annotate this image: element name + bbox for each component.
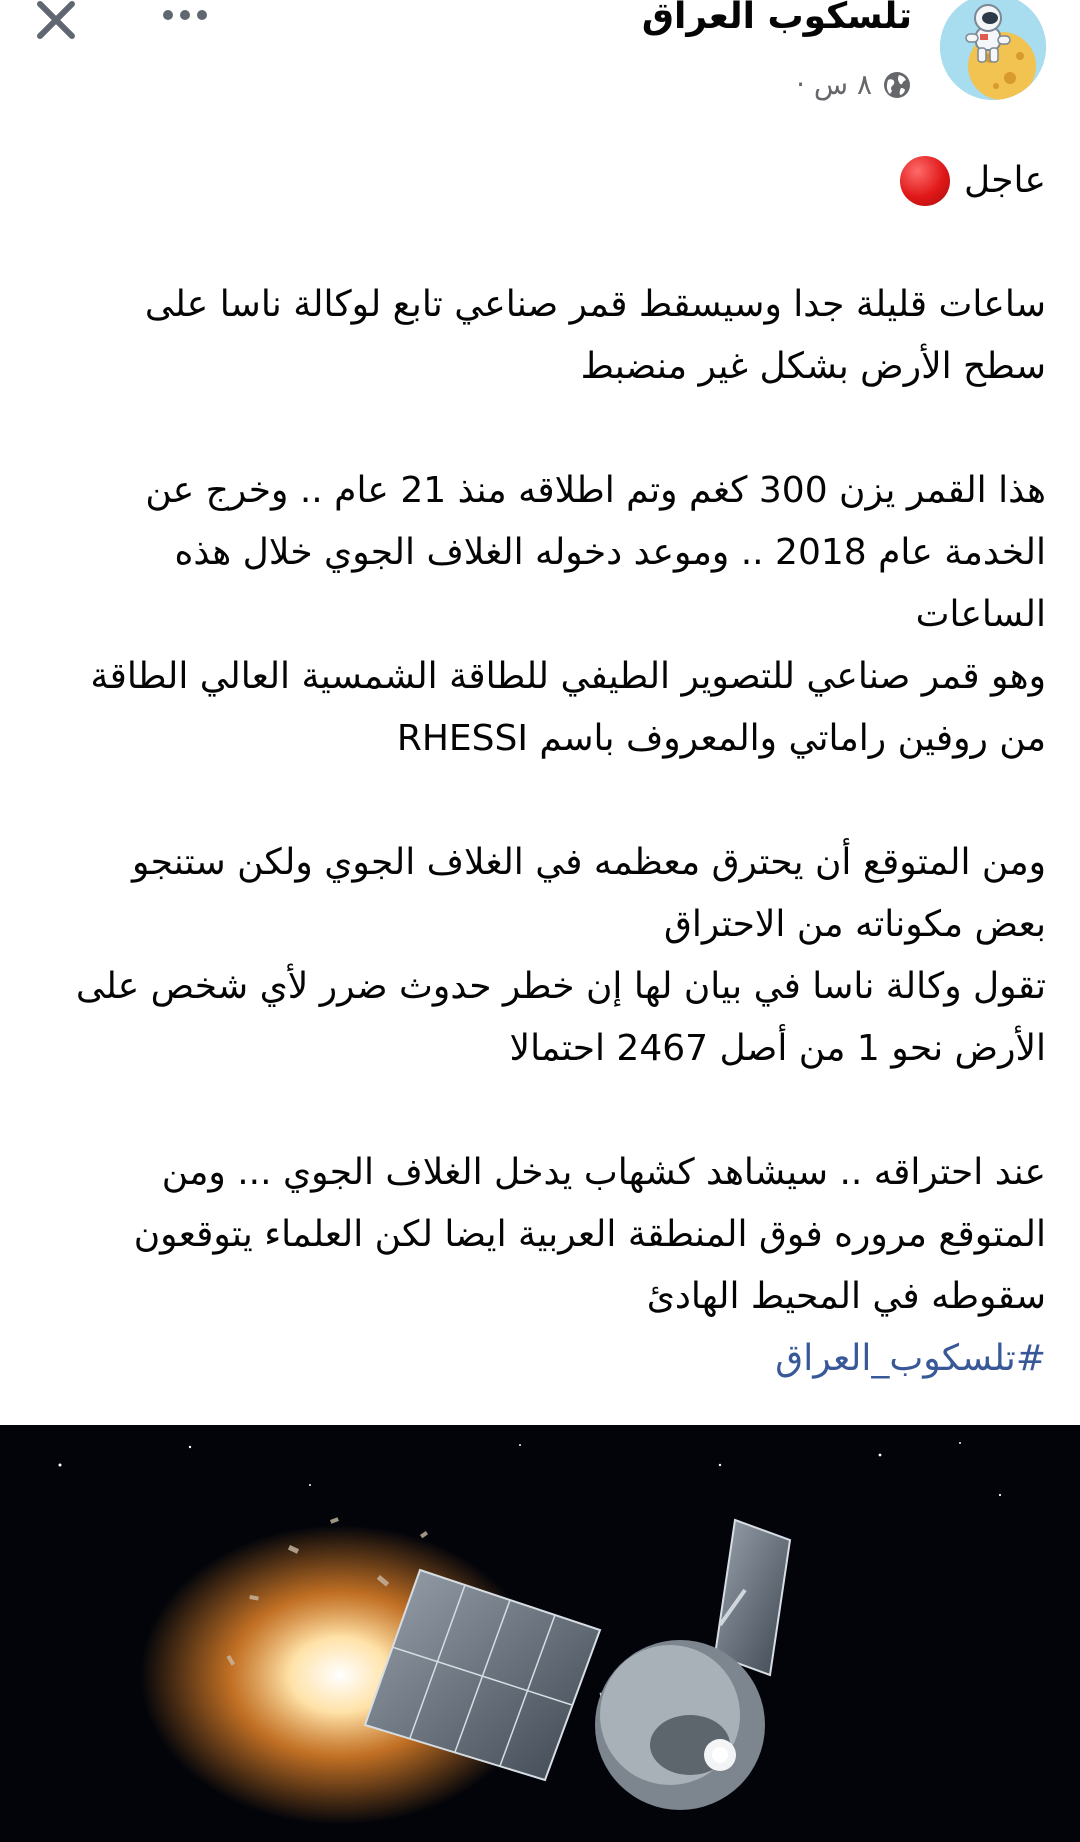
globe-icon: [882, 70, 912, 100]
post-line: ومن المتوقع أن يحترق معظمه في الغلاف الجوي ولكن ستنجو: [131, 842, 1046, 883]
post-text: [36, 150, 1046, 1390]
close-button[interactable]: [28, 0, 84, 40]
urgent-label: عاجل: [964, 160, 1046, 201]
post-line: سقوطه في المحيط الهادئ: [646, 1276, 1046, 1317]
post-line: بعض مكوناته من الاحتراق: [663, 904, 1046, 945]
post-line: وهو قمر صناعي للتصوير الطيفي للطاقة الشمسية العالي الطاقة: [90, 656, 1046, 697]
paragraph-gap: [36, 770, 1046, 832]
paragraph-gap: [36, 212, 1046, 274]
post-line: الأرض نحو 1 من أصل 2467 احتمالا: [509, 1028, 1046, 1069]
paragraph-gap: [36, 398, 1046, 460]
post-line: عند احتراقه .. سيشاهد كشهاب يدخل الغلاف الجوي ... ومن: [161, 1152, 1046, 1193]
page-avatar[interactable]: [940, 0, 1046, 100]
post-line: الساعات: [915, 594, 1046, 635]
red-circle-icon: [900, 156, 950, 206]
urgent-line: [36, 150, 1046, 212]
post-header: [0, 0, 1080, 130]
close-icon: [34, 0, 78, 42]
post-meta: [796, 68, 912, 101]
paragraph-gap: [36, 1080, 1046, 1142]
post-line: المتوقع مروره فوق المنطقة العربية ايضا لكن العلماء يتوقعون: [133, 1214, 1046, 1255]
post-line: سطح الأرض بشكل غير منضبط: [580, 346, 1046, 387]
hashtag-link[interactable]: #تلسكوب_العراق: [775, 1338, 1046, 1379]
page-name[interactable]: تلسكوب العراق: [641, 0, 912, 37]
post-line: الخدمة عام 2018 .. وموعد دخوله الغلاف الجوي خلال هذه: [174, 532, 1046, 573]
more-horizontal-icon: [161, 8, 209, 22]
satellite-over-earth-image: [0, 1425, 1080, 1842]
more-options-button[interactable]: [158, 0, 212, 30]
post-line: من روفين راماتي والمعروف باسم RHESSI: [396, 718, 1046, 759]
post-line: تقول وكالة ناسا في بيان لها إن خطر حدوث ضرر لأي شخص على: [75, 966, 1046, 1007]
post-time[interactable]: ٨ س ·: [796, 68, 872, 101]
post-line: ساعات قليلة جدا وسيسقط قمر صناعي تابع لوكالة ناسا على: [144, 284, 1046, 325]
post-photo[interactable]: [0, 1425, 1080, 1842]
post-line: هذا القمر يزن 300 كغم وتم اطلاقه منذ 21 عام .. وخرج عن: [145, 470, 1046, 511]
astronaut-moon-avatar-icon: [940, 0, 1046, 100]
